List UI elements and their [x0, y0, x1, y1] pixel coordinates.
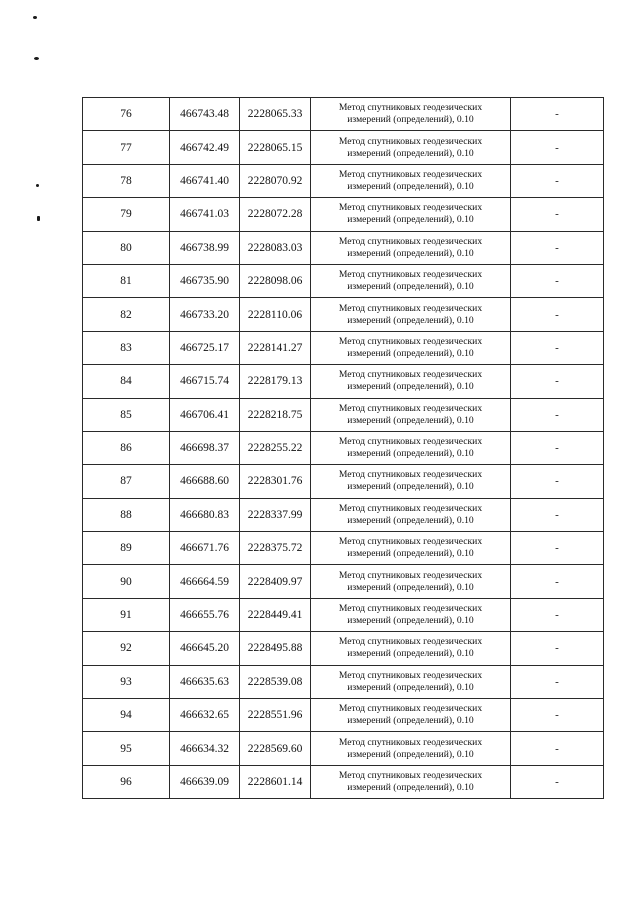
y-coordinate-cell: 2228375.72	[240, 532, 311, 565]
table-row	[83, 632, 604, 665]
method-line-2: измерений (определений), 0.10	[347, 648, 474, 660]
method-line-1: Метод спутниковых геодезических	[338, 502, 483, 514]
method-cell	[311, 765, 511, 798]
table-row	[83, 98, 604, 131]
note-cell: -	[511, 532, 604, 565]
method-line-2: измерений (определений), 0.10	[347, 615, 474, 627]
method-line-1: Метод спутниковых геодезических	[338, 569, 483, 581]
note-cell: -	[511, 665, 604, 698]
point-number-cell: 94	[83, 699, 170, 732]
method-line-2: измерений (определений), 0.10	[347, 180, 474, 192]
method-line-2: измерений (определений), 0.10	[347, 448, 474, 460]
method-line-2: измерений (определений), 0.10	[347, 481, 474, 493]
method-cell	[311, 665, 511, 698]
x-coordinate-cell: 466742.49	[170, 131, 240, 164]
y-coordinate-cell: 2228255.22	[240, 431, 311, 464]
point-number-cell: 76	[83, 98, 170, 131]
scan-mark	[33, 16, 37, 19]
table-row	[83, 665, 604, 698]
method-cell	[311, 365, 511, 398]
note-cell: -	[511, 198, 604, 231]
point-number-cell: 80	[83, 231, 170, 264]
y-coordinate-cell: 2228098.06	[240, 264, 311, 297]
y-coordinate-cell: 2228065.33	[240, 98, 311, 131]
table-row	[83, 164, 604, 197]
point-number-cell: 86	[83, 431, 170, 464]
y-coordinate-cell: 2228083.03	[240, 231, 311, 264]
point-number-cell: 85	[83, 398, 170, 431]
table-row	[83, 231, 604, 264]
method-line-1: Метод спутниковых геодезических	[338, 369, 483, 381]
point-number-cell: 81	[83, 264, 170, 297]
point-number-cell: 79	[83, 198, 170, 231]
method-line-1: Метод спутниковых геодезических	[338, 135, 483, 147]
y-coordinate-cell: 2228072.28	[240, 198, 311, 231]
table-row	[83, 365, 604, 398]
x-coordinate-cell: 466706.41	[170, 398, 240, 431]
method-line-2: измерений (определений), 0.10	[347, 247, 474, 259]
method-line-1: Метод спутниковых геодезических	[338, 235, 483, 247]
scan-mark	[37, 216, 40, 221]
table-row	[83, 264, 604, 297]
table-row	[83, 565, 604, 598]
method-line-2: измерений (определений), 0.10	[347, 147, 474, 159]
point-number-cell: 89	[83, 532, 170, 565]
method-line-1: Метод спутниковых геодезических	[338, 536, 483, 548]
method-line-1: Метод спутниковых геодезических	[338, 770, 483, 781]
point-number-cell: 82	[83, 298, 170, 331]
method-cell	[311, 264, 511, 297]
method-line-1: Метод спутниковых геодезических	[338, 703, 483, 715]
x-coordinate-cell: 466688.60	[170, 465, 240, 498]
method-line-2: измерений (определений), 0.10	[347, 381, 474, 393]
method-cell	[311, 164, 511, 197]
method-line-2: измерений (определений), 0.10	[347, 214, 474, 226]
x-coordinate-cell: 466680.83	[170, 498, 240, 531]
method-line-2: измерений (определений), 0.10	[347, 514, 474, 526]
note-cell: -	[511, 365, 604, 398]
x-coordinate-cell: 466735.90	[170, 264, 240, 297]
method-cell	[311, 231, 511, 264]
note-cell: -	[511, 565, 604, 598]
y-coordinate-cell: 2228337.99	[240, 498, 311, 531]
method-cell	[311, 465, 511, 498]
method-line-2: измерений (определений), 0.10	[347, 782, 474, 793]
table-row	[83, 699, 604, 732]
coordinates-table	[82, 97, 604, 799]
method-line-1: Метод спутниковых геодезических	[338, 736, 483, 748]
method-cell	[311, 532, 511, 565]
method-line-1: Метод спутниковых геодезических	[338, 469, 483, 481]
point-number-cell: 88	[83, 498, 170, 531]
x-coordinate-cell: 466655.76	[170, 598, 240, 631]
y-coordinate-cell: 2228179.13	[240, 365, 311, 398]
method-line-1: Метод спутниковых геодезических	[338, 335, 483, 347]
scan-mark	[34, 57, 39, 60]
note-cell: -	[511, 331, 604, 364]
x-coordinate-cell: 466639.09	[170, 765, 240, 798]
method-line-2: измерений (определений), 0.10	[347, 347, 474, 359]
table-row	[83, 198, 604, 231]
table-row	[83, 431, 604, 464]
y-coordinate-cell: 2228409.97	[240, 565, 311, 598]
note-cell: -	[511, 498, 604, 531]
method-cell	[311, 98, 511, 131]
note-cell: -	[511, 298, 604, 331]
note-cell: -	[511, 164, 604, 197]
method-line-2: измерений (определений), 0.10	[347, 581, 474, 593]
method-line-2: измерений (определений), 0.10	[347, 748, 474, 760]
x-coordinate-cell: 466743.48	[170, 98, 240, 131]
table-row	[83, 298, 604, 331]
method-line-2: измерений (определений), 0.10	[347, 314, 474, 326]
point-number-cell: 92	[83, 632, 170, 665]
method-line-2: измерений (определений), 0.10	[347, 681, 474, 693]
table-row	[83, 732, 604, 765]
method-line-1: Метод спутниковых геодезических	[338, 269, 483, 281]
method-line-2: измерений (определений), 0.10	[347, 414, 474, 426]
note-cell: -	[511, 699, 604, 732]
method-line-1: Метод спутниковых геодезических	[338, 436, 483, 448]
x-coordinate-cell: 466738.99	[170, 231, 240, 264]
y-coordinate-cell: 2228495.88	[240, 632, 311, 665]
note-cell: -	[511, 398, 604, 431]
x-coordinate-cell: 466664.59	[170, 565, 240, 598]
y-coordinate-cell: 2228601.14	[240, 765, 311, 798]
y-coordinate-cell: 2228569.60	[240, 732, 311, 765]
y-coordinate-cell: 2228539.08	[240, 665, 311, 698]
y-coordinate-cell: 2228218.75	[240, 398, 311, 431]
x-coordinate-cell: 466725.17	[170, 331, 240, 364]
table-row	[83, 498, 604, 531]
method-line-2: измерений (определений), 0.10	[347, 114, 474, 126]
x-coordinate-cell: 466635.63	[170, 665, 240, 698]
x-coordinate-cell: 466715.74	[170, 365, 240, 398]
x-coordinate-cell: 466645.20	[170, 632, 240, 665]
method-line-2: измерений (определений), 0.10	[347, 715, 474, 727]
y-coordinate-cell: 2228141.27	[240, 331, 311, 364]
scan-mark	[36, 184, 39, 187]
method-line-1: Метод спутниковых геодезических	[338, 102, 483, 114]
method-cell	[311, 699, 511, 732]
table-row	[83, 598, 604, 631]
method-cell	[311, 398, 511, 431]
method-line-1: Метод спутниковых геодезических	[338, 302, 483, 314]
y-coordinate-cell: 2228110.06	[240, 298, 311, 331]
method-cell	[311, 198, 511, 231]
table-row	[83, 465, 604, 498]
note-cell: -	[511, 732, 604, 765]
method-line-1: Метод спутниковых геодезических	[338, 636, 483, 648]
point-number-cell: 93	[83, 665, 170, 698]
point-number-cell: 77	[83, 131, 170, 164]
note-cell: -	[511, 765, 604, 798]
point-number-cell: 95	[83, 732, 170, 765]
point-number-cell: 84	[83, 365, 170, 398]
method-cell	[311, 298, 511, 331]
point-number-cell: 83	[83, 331, 170, 364]
note-cell: -	[511, 98, 604, 131]
method-cell	[311, 565, 511, 598]
method-cell	[311, 131, 511, 164]
point-number-cell: 96	[83, 765, 170, 798]
x-coordinate-cell: 466741.03	[170, 198, 240, 231]
method-cell	[311, 431, 511, 464]
method-line-1: Метод спутниковых геодезических	[338, 202, 483, 214]
x-coordinate-cell: 466698.37	[170, 431, 240, 464]
method-cell	[311, 732, 511, 765]
point-number-cell: 78	[83, 164, 170, 197]
note-cell: -	[511, 131, 604, 164]
x-coordinate-cell: 466632.65	[170, 699, 240, 732]
point-number-cell: 87	[83, 465, 170, 498]
y-coordinate-cell: 2228070.92	[240, 164, 311, 197]
table-row	[83, 532, 604, 565]
note-cell: -	[511, 632, 604, 665]
y-coordinate-cell: 2228065.15	[240, 131, 311, 164]
note-cell: -	[511, 465, 604, 498]
method-line-2: измерений (определений), 0.10	[347, 548, 474, 560]
method-line-1: Метод спутниковых геодезических	[338, 669, 483, 681]
table-row	[83, 131, 604, 164]
method-cell	[311, 331, 511, 364]
table-row	[83, 398, 604, 431]
y-coordinate-cell: 2228449.41	[240, 598, 311, 631]
note-cell: -	[511, 264, 604, 297]
note-cell: -	[511, 598, 604, 631]
x-coordinate-cell: 466733.20	[170, 298, 240, 331]
coordinates-table-body	[83, 98, 604, 799]
point-number-cell: 91	[83, 598, 170, 631]
table-row	[83, 331, 604, 364]
method-cell	[311, 632, 511, 665]
method-cell	[311, 598, 511, 631]
x-coordinate-cell: 466634.32	[170, 732, 240, 765]
x-coordinate-cell: 466671.76	[170, 532, 240, 565]
note-cell: -	[511, 231, 604, 264]
method-line-1: Метод спутниковых геодезических	[338, 402, 483, 414]
y-coordinate-cell: 2228301.76	[240, 465, 311, 498]
x-coordinate-cell: 466741.40	[170, 164, 240, 197]
method-line-2: измерений (определений), 0.10	[347, 281, 474, 293]
point-number-cell: 90	[83, 565, 170, 598]
note-cell: -	[511, 431, 604, 464]
y-coordinate-cell: 2228551.96	[240, 699, 311, 732]
table-row	[83, 765, 604, 798]
method-cell	[311, 498, 511, 531]
method-line-1: Метод спутниковых геодезических	[338, 603, 483, 615]
method-line-1: Метод спутниковых геодезических	[338, 168, 483, 180]
